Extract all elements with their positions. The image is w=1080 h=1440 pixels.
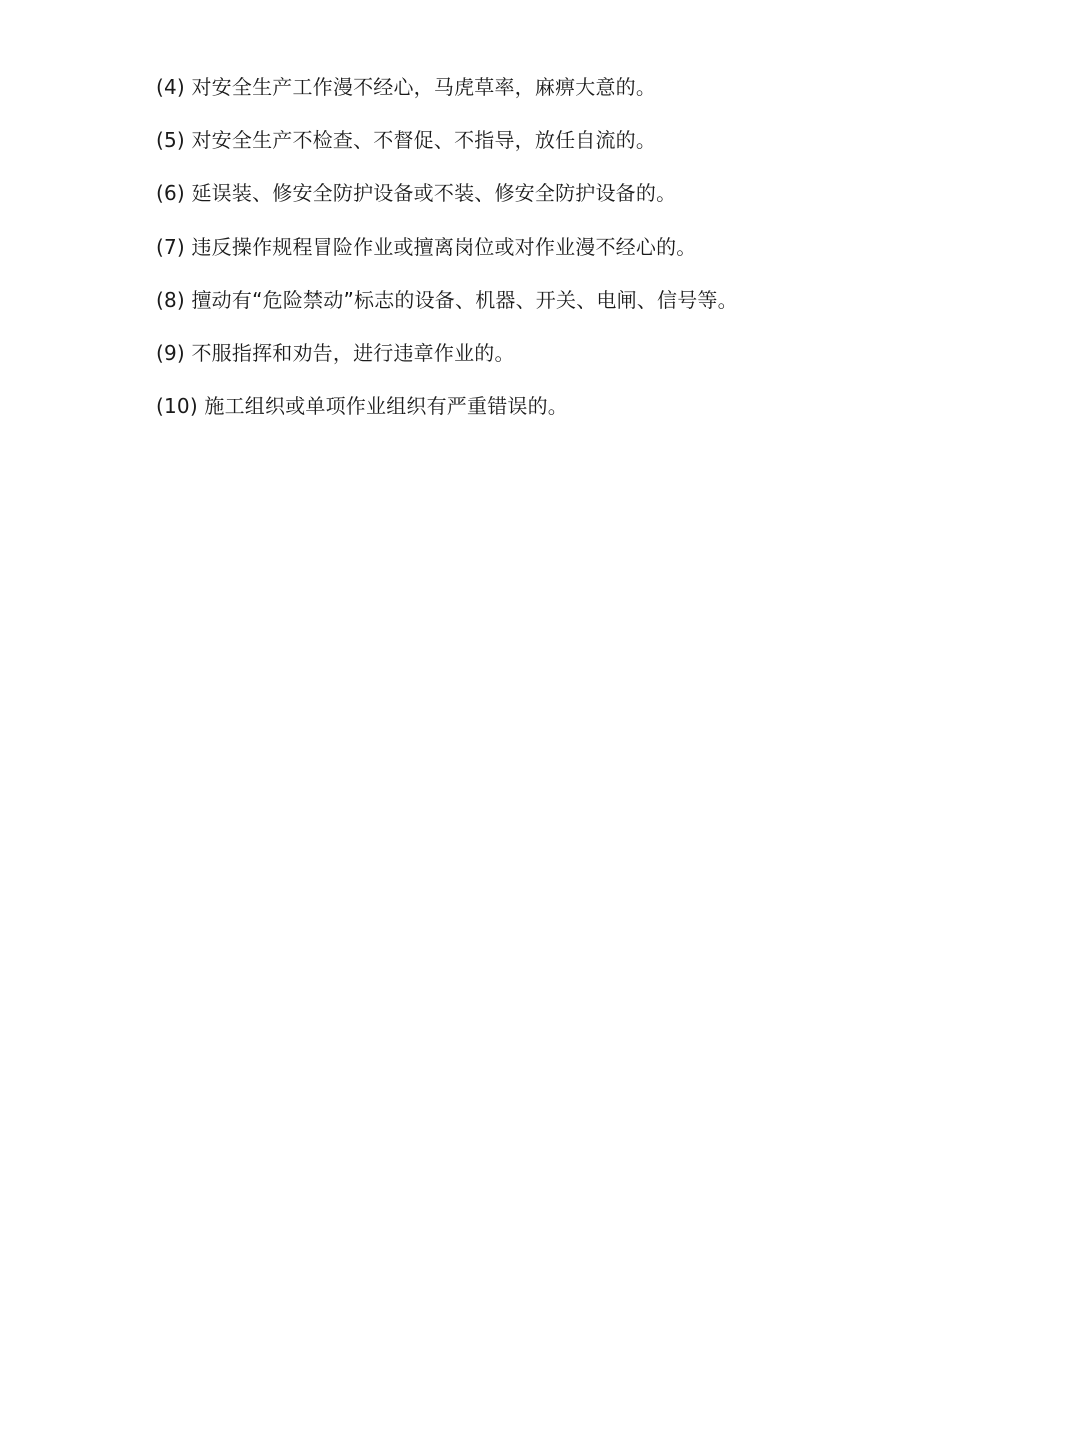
numbered-list: [156, 60, 1016, 433]
list-item-7: (7) 违反操作规程冒险作业或擅离岗位或对作业漫不经心的。: [156, 234, 697, 259]
list-item-9: (9) 不服指挥和劝告，进行违章作业的。: [156, 341, 515, 366]
list-item-4: (4) 对安全生产工作漫不经心，马虎草率，麻痹大意的。: [156, 74, 657, 99]
list-item-6: (6) 延误装、修安全防护设备或不装、修安全防护设备的。: [156, 181, 677, 206]
list-item-8: (8) 擅动有“危险禁动”标志的设备、机器、开关、电闸、信号等。: [156, 287, 738, 312]
document-content: [156, 60, 1016, 433]
list-item-10: (10) 施工组织或单项作业组织有严重错误的。: [156, 394, 569, 419]
list-item-5: (5) 对安全生产不检查、不督促、不指导，放任自流的。: [156, 127, 657, 152]
